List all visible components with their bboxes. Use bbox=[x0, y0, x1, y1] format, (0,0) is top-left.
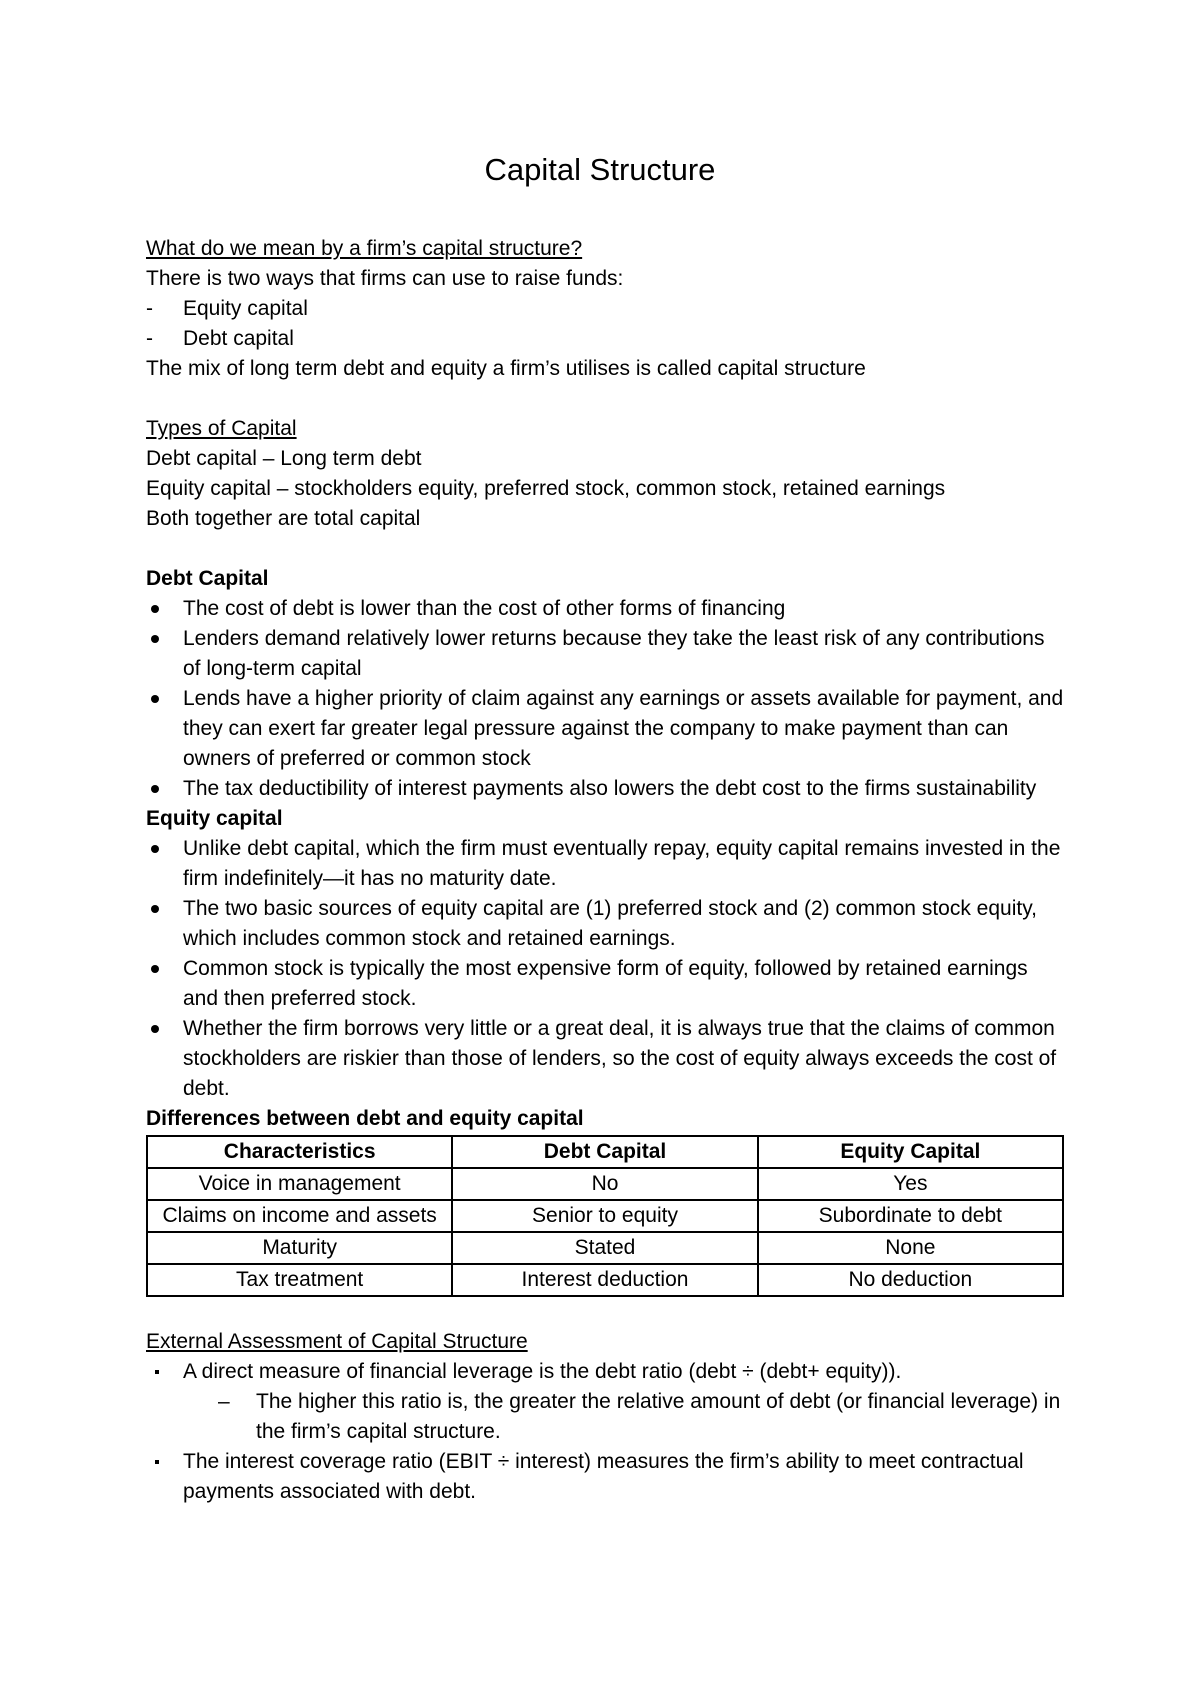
list-item: The two basic sources of equity capital are (1) preferred stock and (2) common stock equity, which includes common stock and retained earnings. bbox=[146, 894, 1066, 954]
table-row bbox=[147, 1264, 1063, 1296]
external-bullets-2 bbox=[146, 1447, 1066, 1507]
table-cell: Tax treatment bbox=[147, 1264, 452, 1296]
equity-bullets bbox=[146, 834, 1066, 1104]
list-item: Lenders demand relatively lower returns because they take the least risk of any contributions of long-term capital bbox=[146, 624, 1066, 684]
external-bullets bbox=[146, 1357, 1066, 1387]
types-line: Equity capital – stockholders equity, preferred stock, common stock, retained earnings bbox=[146, 477, 946, 500]
section-heading-intro: What do we mean by a firm’s capital structure? bbox=[146, 237, 583, 260]
table-cell: Claims on income and assets bbox=[147, 1200, 452, 1232]
table-header-cell: Debt Capital bbox=[452, 1136, 757, 1168]
list-item: The cost of debt is lower than the cost of other forms of financing bbox=[146, 594, 1066, 624]
list-item: A direct measure of financial leverage is the debt ratio (debt ÷ (debt+ equity)). bbox=[146, 1357, 1066, 1387]
list-item: - Debt capital bbox=[146, 324, 1066, 354]
document-body bbox=[146, 234, 1066, 1507]
types-line: Debt capital – Long term debt bbox=[146, 447, 422, 470]
list-item: – The higher this ratio is, the greater the relative amount of debt (or financial leverage) in the firm’s capital structure. bbox=[146, 1387, 1066, 1447]
funding-list bbox=[146, 294, 1066, 354]
table-cell: None bbox=[758, 1232, 1063, 1264]
table-cell: Stated bbox=[452, 1232, 757, 1264]
list-item: The interest coverage ratio (EBIT ÷ interest) measures the firm’s ability to meet contractual payments associated with debt. bbox=[146, 1447, 1066, 1507]
table-cell: Subordinate to debt bbox=[758, 1200, 1063, 1232]
table-cell: Interest deduction bbox=[452, 1264, 757, 1296]
table-row bbox=[147, 1200, 1063, 1232]
section-heading-equity: Equity capital bbox=[146, 807, 283, 830]
list-item: - Equity capital bbox=[146, 294, 1066, 324]
table-header-row bbox=[147, 1136, 1063, 1168]
intro-definition: The mix of long term debt and equity a firm’s utilises is called capital structure bbox=[146, 357, 866, 380]
list-item: Unlike debt capital, which the firm must eventually repay, equity capital remains invested in the firm indefinitely—it has no maturity date. bbox=[146, 834, 1066, 894]
section-heading-external: External Assessment of Capital Structure bbox=[146, 1330, 528, 1353]
table-cell: No bbox=[452, 1168, 757, 1200]
table-cell: Yes bbox=[758, 1168, 1063, 1200]
section-heading-types: Types of Capital bbox=[146, 417, 297, 440]
page-title: Capital Structure bbox=[484, 152, 716, 187]
table-cell: Senior to equity bbox=[452, 1200, 757, 1232]
section-heading-debt: Debt Capital bbox=[146, 567, 269, 590]
intro-text: There is two ways that firms can use to raise funds: bbox=[146, 267, 624, 290]
debt-bullets bbox=[146, 594, 1066, 804]
list-item: The tax deductibility of interest payments also lowers the debt cost to the firms sustainability bbox=[146, 774, 1066, 804]
table-cell: Voice in management bbox=[147, 1168, 452, 1200]
types-line: Both together are total capital bbox=[146, 507, 421, 530]
section-heading-differences: Differences between debt and equity capital bbox=[146, 1107, 584, 1130]
table-header-cell: Equity Capital bbox=[758, 1136, 1063, 1168]
differences-table bbox=[146, 1135, 1064, 1297]
list-item: Lends have a higher priority of claim against any earnings or assets available for payment, and they can exert far greater legal pressure against the company to make payment than can owners of preferred or common stock bbox=[146, 684, 1066, 774]
table-cell: No deduction bbox=[758, 1264, 1063, 1296]
external-sub-bullets bbox=[146, 1387, 1066, 1447]
table-row bbox=[147, 1232, 1063, 1264]
table-row bbox=[147, 1168, 1063, 1200]
list-item: Whether the firm borrows very little or a great deal, it is always true that the claims of common stockholders are riskier than those of lenders, so the cost of equity always exceeds the cost of debt. bbox=[146, 1014, 1066, 1104]
table-cell: Maturity bbox=[147, 1232, 452, 1264]
list-item: Common stock is typically the most expensive form of equity, followed by retained earnings and then preferred stock. bbox=[146, 954, 1066, 1014]
table-header-cell: Characteristics bbox=[147, 1136, 452, 1168]
